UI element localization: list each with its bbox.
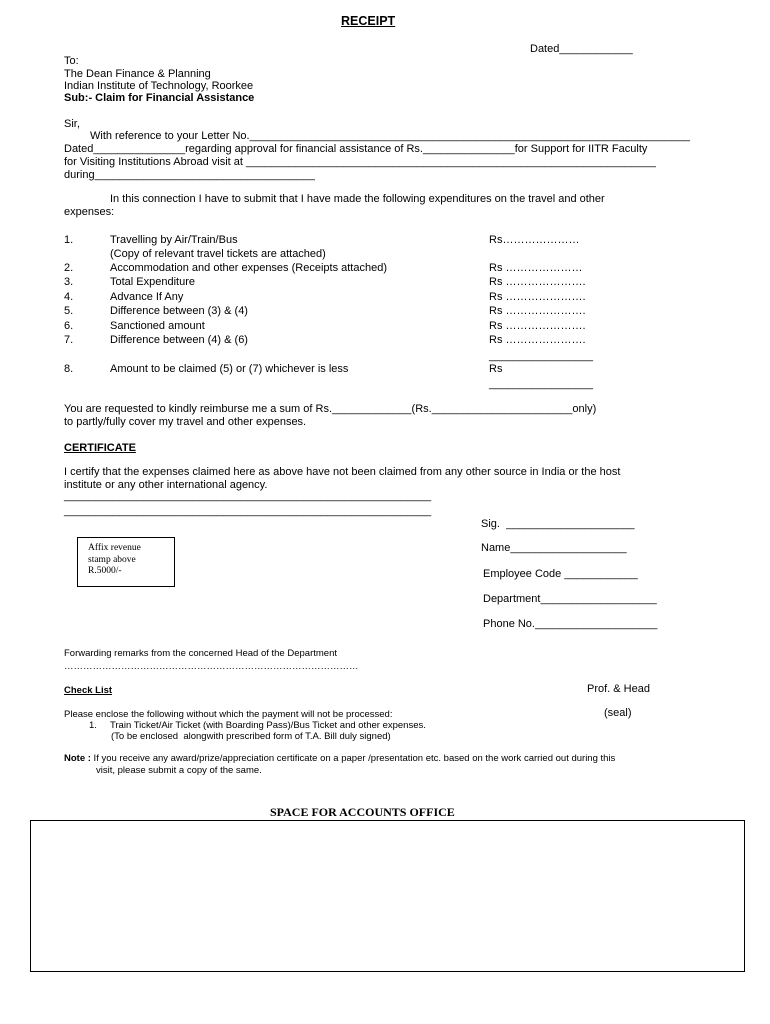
- salutation: Sir,: [64, 118, 80, 130]
- address-line-1: The Dean Finance & Planning: [64, 68, 211, 80]
- signature-field[interactable]: Sig. _____________________: [481, 518, 635, 530]
- expense-label: Sanctioned amount: [110, 320, 205, 332]
- certificate-heading: CERTIFICATE: [64, 442, 136, 454]
- stamp-line-3: R.5000/-: [88, 566, 122, 576]
- employee-code-field[interactable]: Employee Code ____________: [483, 568, 638, 580]
- expense-num: 4.: [64, 291, 74, 303]
- seal-label: (seal): [604, 707, 632, 719]
- claim-label: Amount to be claimed (5) or (7) whichever is less: [110, 363, 349, 375]
- claim-num: 8.: [64, 363, 74, 375]
- expense-label: (Copy of relevant travel tickets are attached): [110, 248, 326, 260]
- note-label: Note :: [64, 753, 91, 764]
- expense-label: Total Expenditure: [110, 276, 195, 288]
- claim-line-below: _________________: [489, 378, 594, 390]
- phone-field[interactable]: Phone No.____________________: [483, 618, 658, 630]
- revenue-stamp-box: [77, 537, 175, 587]
- department-field[interactable]: Department___________________: [483, 593, 657, 605]
- certificate-blank-1[interactable]: ____________________________________________________________: [64, 490, 432, 502]
- prof-head-label: Prof. & Head: [587, 683, 650, 695]
- forwarding-dots[interactable]: …………………………………………………………………………………: [64, 661, 359, 672]
- certificate-line-2: institute or any other international agency.: [64, 479, 268, 491]
- certificate-blank-2[interactable]: ____________________________________________________________: [64, 505, 432, 517]
- checklist-item-1: 1. Train Ticket/Air Ticket (with Boarding Pass)/Bus Ticket and other expenses.: [89, 720, 426, 731]
- forwarding-label: Forwarding remarks from the concerned Head of the Department: [64, 648, 337, 659]
- certificate-line-1: I certify that the expenses claimed here as above have not been claimed from any other source in India or the host: [64, 466, 621, 478]
- accounts-office-box[interactable]: [30, 820, 745, 972]
- expense-label: Advance If Any: [110, 291, 184, 303]
- expense-label: Difference between (3) & (4): [110, 305, 248, 317]
- expense-num: 6.: [64, 320, 74, 332]
- letter-line-1[interactable]: With reference to your Letter No.________________________________________________________________________: [90, 130, 691, 142]
- receipt-title: RECEIPT: [341, 14, 396, 28]
- expense-amount[interactable]: Rs ………………….: [489, 320, 586, 332]
- checklist-item-1b: (To be enclosed alongwith prescribed form of T.A. Bill duly signed): [111, 731, 391, 742]
- expenditure-intro: In this connection I have to submit that I have made the following expenditures on the travel and other: [110, 193, 605, 205]
- expense-num: 2.: [64, 262, 74, 274]
- address-to: To:: [64, 55, 79, 67]
- expense-amount[interactable]: Rs ………………….: [489, 291, 586, 303]
- note-text-2: visit, please submit a copy of the same.: [96, 765, 262, 776]
- claim-amount[interactable]: Rs: [489, 363, 503, 375]
- expense-label: Travelling by Air/Train/Bus: [110, 234, 238, 246]
- dated-field[interactable]: Dated____________: [530, 43, 633, 55]
- letter-line-2[interactable]: Dated_______________regarding approval for financial assistance of Rs._______________for Support for IITR Faculty: [64, 143, 648, 155]
- expense-amount[interactable]: Rs ………………….: [489, 334, 586, 346]
- expense-amount[interactable]: Rs…………………: [489, 234, 580, 246]
- claim-line-above: _________________: [489, 350, 594, 362]
- accounts-office-heading: SPACE FOR ACCOUNTS OFFICE: [270, 805, 455, 819]
- expense-label: Accommodation and other expenses (Receipts attached): [110, 262, 387, 274]
- stamp-line-1: Affix revenue: [88, 543, 141, 553]
- expenditure-intro-cont: expenses:: [64, 206, 115, 218]
- letter-line-3[interactable]: for Visiting Institutions Abroad visit at ___________________________________________________________________: [64, 156, 656, 168]
- expense-num: 1.: [64, 234, 74, 246]
- checklist-intro: Please enclose the following without which the payment will not be processed:: [64, 709, 393, 720]
- name-field[interactable]: Name___________________: [481, 542, 627, 554]
- checklist-heading: Check List: [64, 685, 113, 696]
- address-line-2: Indian Institute of Technology, Roorkee: [64, 80, 254, 92]
- subject-line: Sub:- Claim for Financial Assistance: [64, 92, 255, 104]
- expense-num: 3.: [64, 276, 74, 288]
- letter-line-4[interactable]: during____________________________________: [64, 169, 315, 181]
- expense-num: 5.: [64, 305, 74, 317]
- expense-amount[interactable]: Rs ………………….: [489, 276, 586, 288]
- stamp-line-2: stamp above: [88, 554, 136, 565]
- note-text-1: If you receive any award/prize/appreciation certificate on a paper /presentation etc. based on the work carried out during this: [90, 753, 616, 764]
- expense-num: 7.: [64, 334, 74, 346]
- expense-label: Difference between (4) & (6): [110, 334, 248, 346]
- reimburse-line-1[interactable]: You are requested to kindly reimburse me a sum of Rs._____________(Rs._______________________only): [64, 403, 597, 415]
- reimburse-line-2: to partly/fully cover my travel and other expenses.: [64, 416, 307, 428]
- expense-amount[interactable]: Rs ………………….: [489, 305, 586, 317]
- expense-amount[interactable]: Rs …………………: [489, 262, 583, 274]
